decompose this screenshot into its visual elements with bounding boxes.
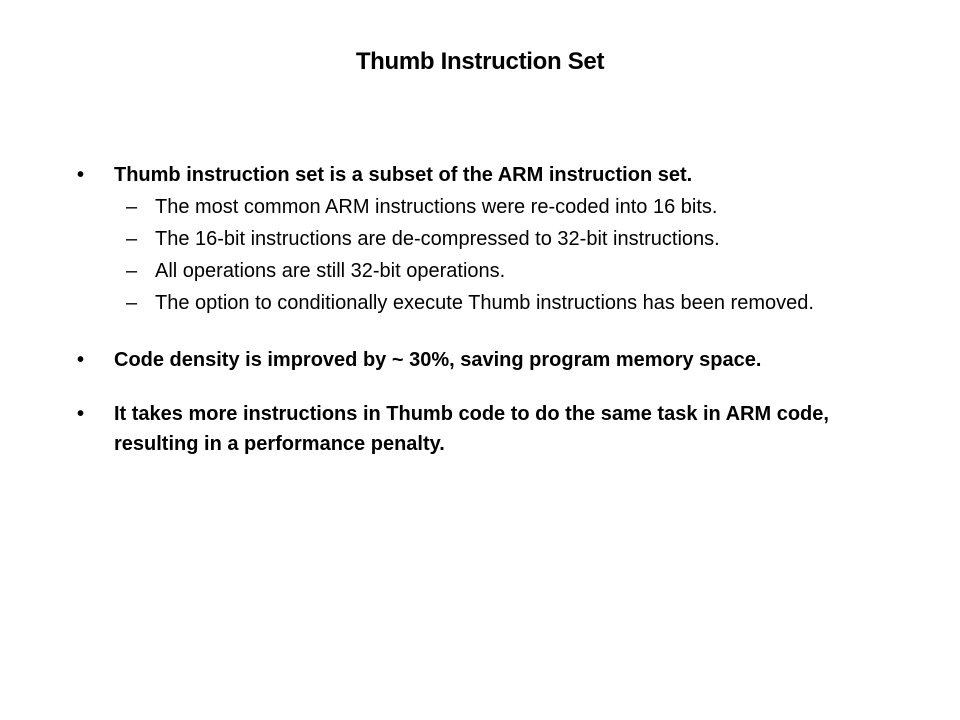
sub-list bbox=[0, 192, 960, 318]
sub-item-2 bbox=[0, 224, 960, 254]
sub-item-text: All operations are still 32-bit operations. bbox=[155, 260, 506, 282]
sub-item-1 bbox=[0, 192, 960, 222]
sub-marker: – bbox=[126, 228, 138, 250]
sub-item-text: The most common ARM instructions were re-coded into 16 bits. bbox=[155, 196, 718, 218]
bullet-item-3 bbox=[0, 399, 960, 459]
sub-marker: – bbox=[126, 196, 138, 218]
spacer bbox=[0, 375, 960, 399]
bullet-text: It takes more instructions in Thumb code to do the same task in ARM code, resulting in a performance penalty. bbox=[114, 403, 829, 455]
sub-item-text: The option to conditionally execute Thumb instructions has been removed. bbox=[155, 292, 814, 314]
slide-content bbox=[0, 160, 960, 459]
bullet-marker: • bbox=[77, 164, 85, 186]
sub-marker: – bbox=[126, 260, 138, 282]
sub-marker: – bbox=[126, 292, 138, 314]
bullet-item-2 bbox=[0, 345, 960, 375]
sub-item-4 bbox=[0, 288, 960, 318]
sub-item-3 bbox=[0, 256, 960, 286]
sub-item-text: The 16-bit instructions are de-compressed to 32-bit instructions. bbox=[155, 228, 720, 250]
slide-title: Thumb Instruction Set bbox=[355, 48, 605, 75]
bullet-marker: • bbox=[77, 349, 85, 371]
bullet-text: Thumb instruction set is a subset of the ARM instruction set. bbox=[114, 164, 693, 186]
bullet-text: Code density is improved by ~ 30%, saving program memory space. bbox=[114, 349, 762, 371]
spacer bbox=[0, 318, 960, 345]
bullet-item-1 bbox=[0, 160, 960, 190]
bullet-marker: • bbox=[77, 403, 85, 425]
